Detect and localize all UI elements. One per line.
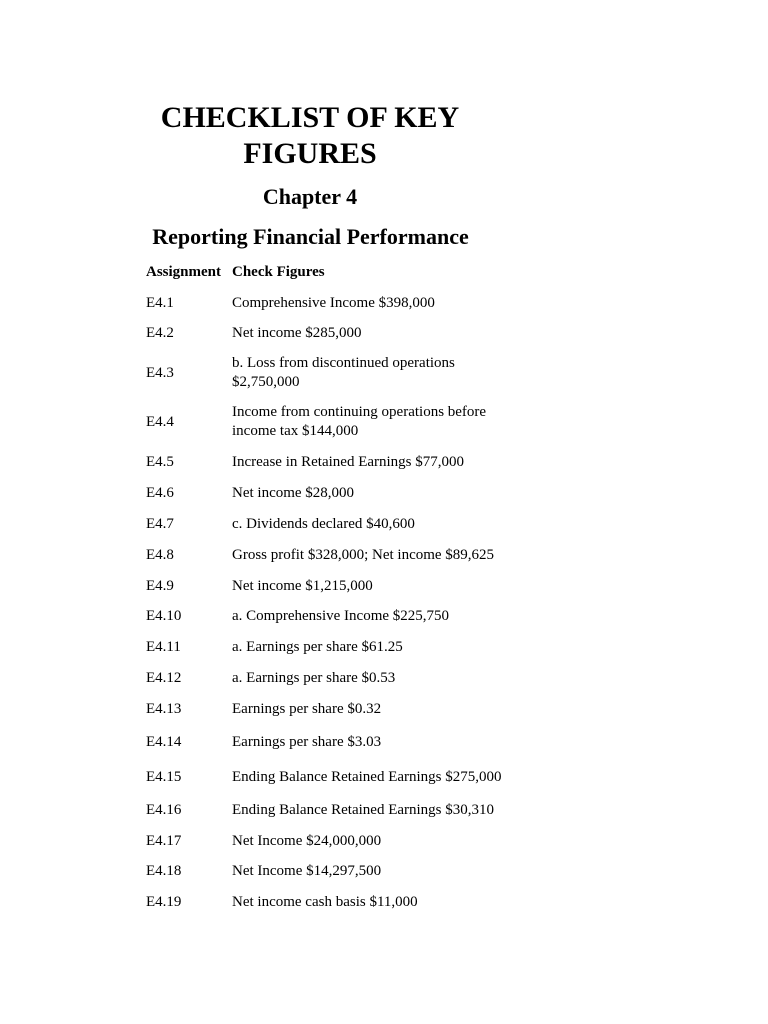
- table-row: [146, 632, 526, 663]
- chapter-heading: Chapter 4: [262, 184, 358, 209]
- check-figure-cell: Net income $1,215,000: [232, 577, 373, 594]
- assignment-cell: E4.1: [146, 294, 174, 311]
- table-row: [146, 601, 526, 632]
- check-figure-cell: Comprehensive Income $398,000: [232, 294, 435, 311]
- assignment-cell: E4.7: [146, 516, 174, 532]
- assignment-cell: E4.19: [146, 894, 182, 910]
- table-row: [146, 447, 526, 478]
- table-row: [146, 540, 526, 571]
- check-figure-cell: Ending Balance Retained Earnings $30,310: [232, 802, 495, 818]
- check-figure-cell: b. Loss from discontinued operations $2,750,000: [232, 355, 455, 390]
- table-row: [146, 509, 526, 540]
- table-row: [146, 478, 526, 509]
- assignment-cell: E4.15: [146, 769, 182, 785]
- table-row: [146, 288, 526, 318]
- assignment-cell: E4.17: [146, 832, 182, 849]
- assignment-cell: E4.10: [146, 608, 182, 624]
- assignment-cell: E4.13: [146, 701, 182, 717]
- table-row: [146, 663, 526, 694]
- assignment-cell: E4.2: [146, 325, 174, 341]
- check-figure-cell: a. Comprehensive Income $225,750: [232, 608, 450, 624]
- check-figure-cell: Net income $28,000: [232, 485, 355, 501]
- check-figure-cell: Net income $285,000: [232, 325, 362, 341]
- check-figure-cell: a. Earnings per share $61.25: [232, 639, 403, 655]
- table-row: [146, 318, 526, 349]
- table-row: [146, 725, 526, 760]
- table-row: [146, 694, 526, 725]
- table-row: [146, 349, 526, 397]
- table-row: [146, 856, 526, 887]
- table-row: [146, 887, 526, 918]
- chapter-subtitle: Reporting Financial Performance: [152, 224, 469, 249]
- assignment-cell: E4.11: [146, 639, 181, 655]
- table-row: [146, 795, 526, 826]
- assignment-cell: E4.3: [146, 364, 174, 381]
- assignment-cell: E4.5: [146, 454, 174, 470]
- assignment-cell: E4.14: [146, 734, 182, 750]
- assignment-cell: E4.12: [146, 670, 182, 686]
- assignment-cell: E4.16: [146, 802, 182, 818]
- check-figure-cell: Net Income $14,297,500: [232, 863, 382, 879]
- assignment-cell: E4.9: [146, 577, 174, 594]
- check-figures-table: [146, 260, 526, 918]
- check-figure-cell: Gross profit $328,000; Net income $89,625: [232, 547, 495, 563]
- check-figure-cell: Earnings per share $0.32: [232, 701, 382, 717]
- assignment-cell: E4.6: [146, 485, 174, 501]
- table-row: [146, 760, 526, 795]
- assignment-cell: E4.8: [146, 547, 174, 563]
- check-figure-cell: Income from continuing operations before income tax $144,000: [232, 404, 487, 439]
- table-header-row: [146, 260, 526, 284]
- check-figure-cell: Increase in Retained Earnings $77,000: [232, 454, 465, 470]
- check-figure-cell: a. Earnings per share $0.53: [232, 670, 396, 686]
- table-row: [146, 826, 526, 856]
- check-figure-cell: c. Dividends declared $40,600: [232, 516, 415, 532]
- check-figures-column-header: Check Figures: [232, 263, 325, 280]
- document-title: CHECKLIST OF KEY FIGURES: [160, 101, 460, 170]
- table-row: [146, 571, 526, 601]
- assignment-cell: E4.4: [146, 413, 174, 430]
- assignment-column-header: Assignment: [146, 263, 222, 280]
- assignment-cell: E4.18: [146, 863, 182, 879]
- check-figure-cell: Net Income $24,000,000: [232, 832, 382, 849]
- table-row: [146, 397, 526, 447]
- check-figure-cell: Ending Balance Retained Earnings $275,000: [232, 769, 502, 785]
- check-figure-cell: Net income cash basis $11,000: [232, 894, 418, 910]
- check-figure-cell: Earnings per share $3.03: [232, 734, 382, 750]
